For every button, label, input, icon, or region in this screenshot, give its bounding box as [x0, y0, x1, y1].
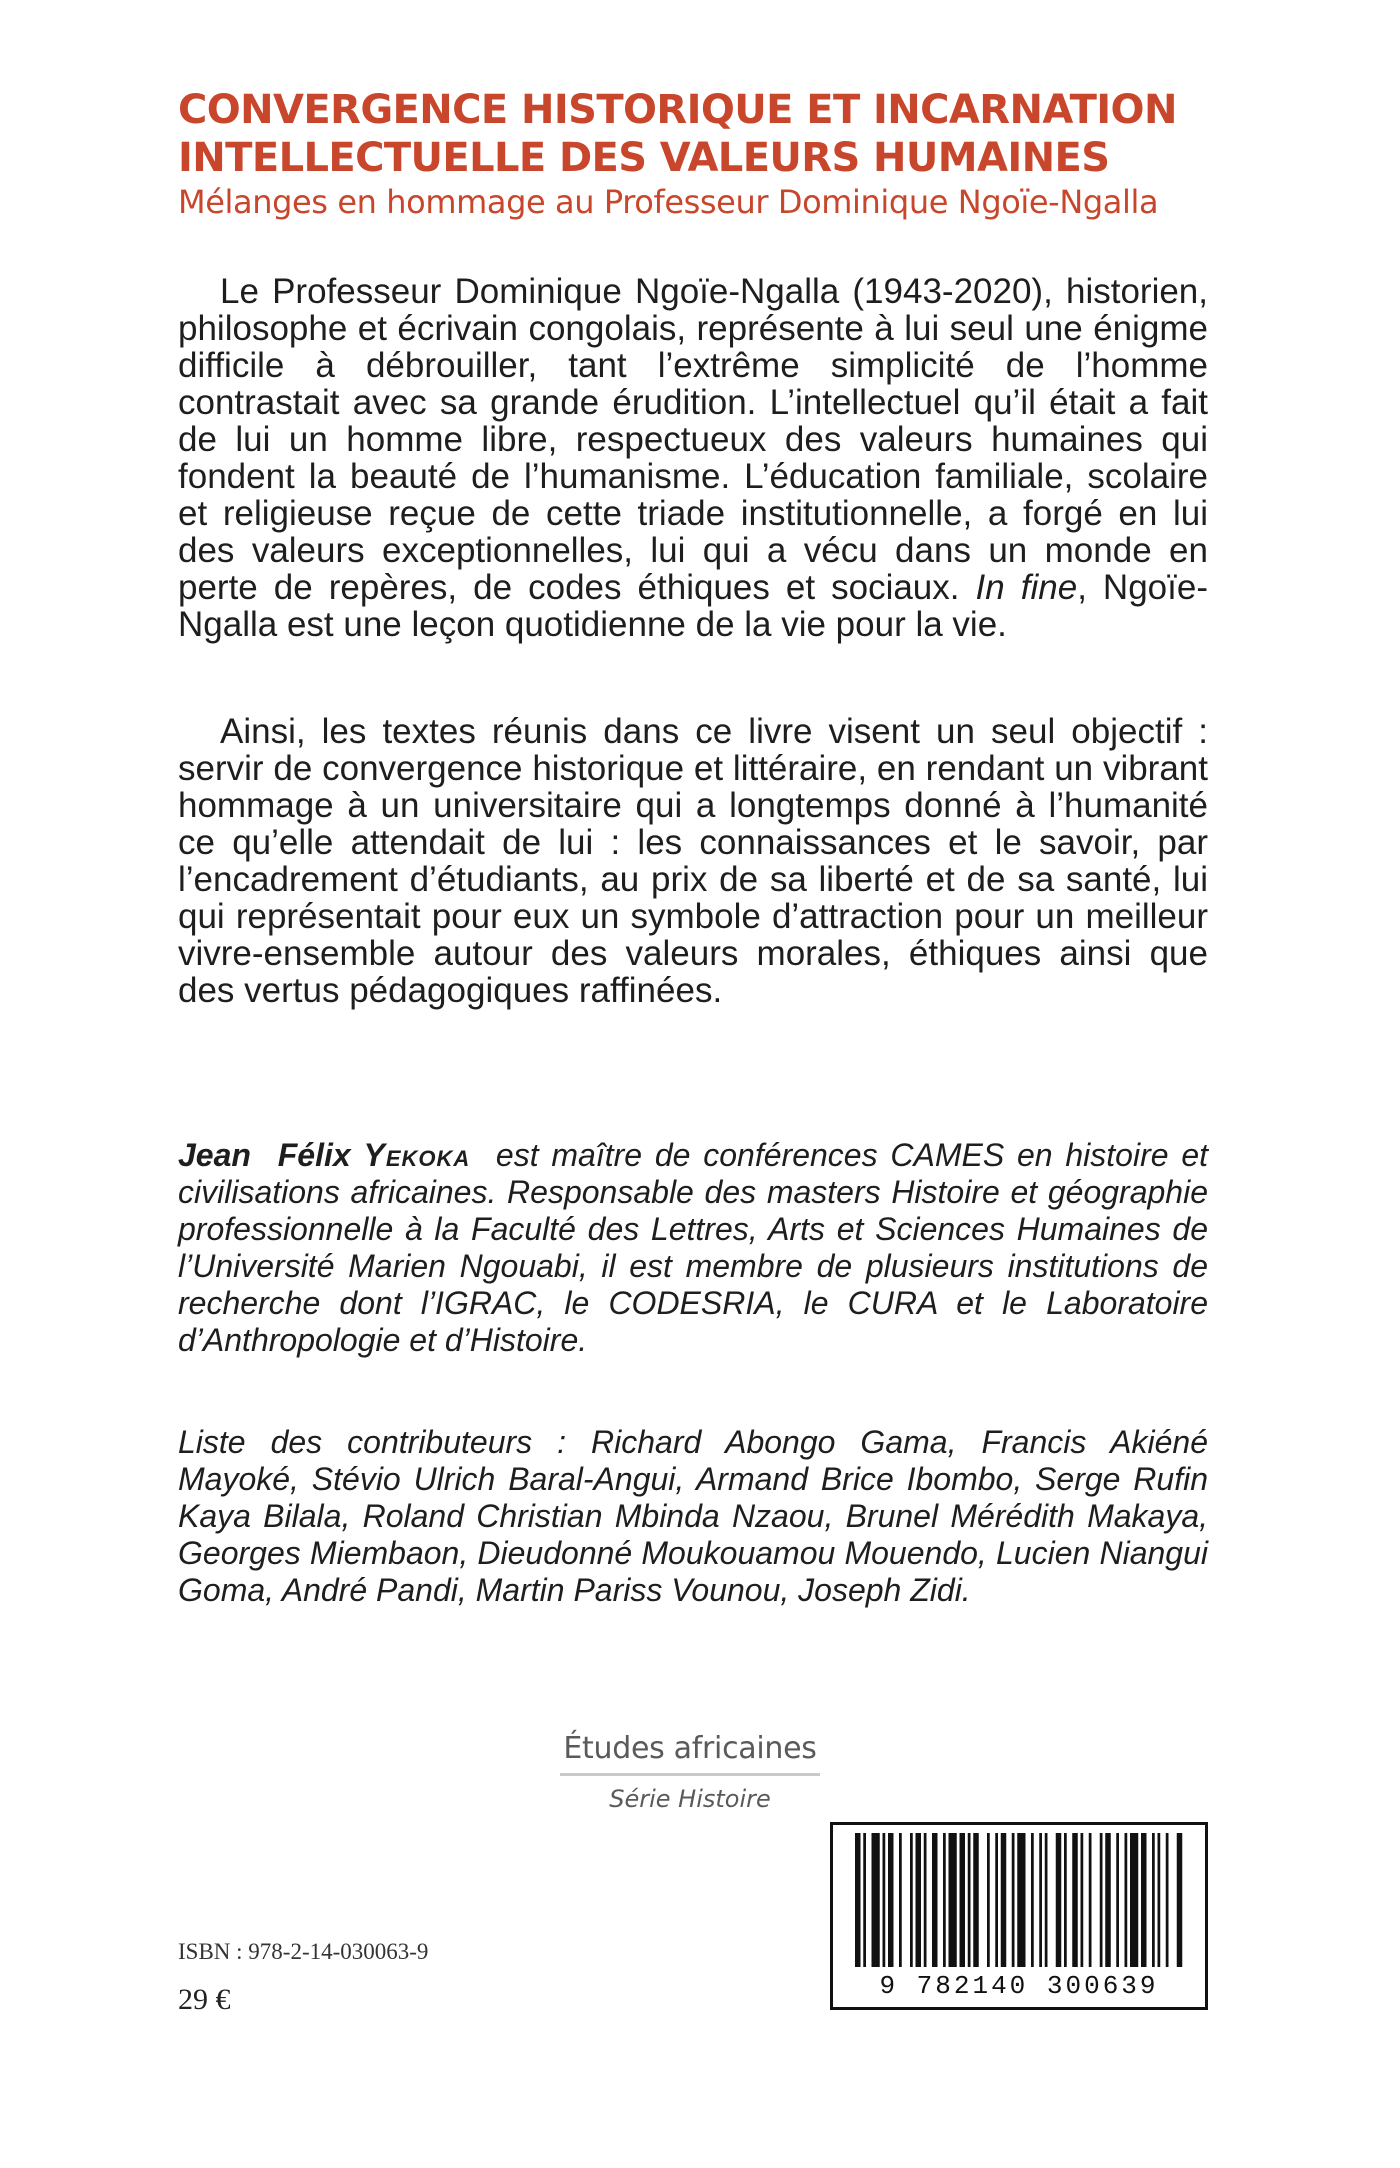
barcode-bar [1001, 1833, 1007, 1967]
barcode-bar [995, 1833, 998, 1967]
barcode-bar [1017, 1833, 1025, 1967]
barcode-bar [1031, 1833, 1034, 1967]
barcode-bar [1045, 1833, 1048, 1967]
barcode-bar [899, 1833, 902, 1967]
barcode-bar [1081, 1833, 1084, 1967]
barcode-bar [872, 1833, 880, 1967]
barcode-bar [1125, 1833, 1128, 1967]
barcode-bar [1158, 1833, 1161, 1967]
summary-paragraph-1-latin: In fine [975, 568, 1078, 607]
author-surname: Yekoka [363, 1137, 471, 1173]
barcode-bar [1039, 1833, 1042, 1967]
author-bio [178, 1137, 1208, 1359]
summary-paragraph-2: Ainsi, les textes réunis dans ce livre visent un seul objectif : servir de convergence historique et littéraire, en rendant un vibrant hommage à un universitaire qui a longtemps donné à l’humanité ce qu’elle attendait de lui : les connaissances et le savoir, par l’encadrement d’étudiants, au prix de sa liberté et de sa santé, lui qui représentait pour eux un symbole d’attraction pour un meilleur vivre-ensemble autour des valeurs morales, éthiques ainsi que des vertus pédagogiques raffinées. [178, 712, 1208, 1010]
barcode-bar [1130, 1833, 1138, 1967]
barcode-bar [883, 1833, 886, 1967]
barcode-bar [1056, 1833, 1062, 1967]
barcode-bar [863, 1833, 866, 1967]
barcode-bar [1064, 1833, 1067, 1967]
contributors-list: Liste des contributeurs : Richard Abongo Gama, Francis Akiéné Mayoké, Stévio Ulrich Baral-Angui, Armand Brice Ibombo, Serge Rufin Kaya Bilala, Roland Christian Mbinda Nzaou, Brunel Mérédith Makaya, Georges Miembaon, Dieudonné Moukouamou Mouendo, Lucien Niangui Goma, André Pandi, Martin Pariss Vounou, Joseph Zidi. [178, 1424, 1208, 1608]
collection-logo [560, 1731, 820, 1814]
barcode-bar [855, 1833, 861, 1967]
book-title-line-1: CONVERGENCE HISTORIQUE ET INCARNATION [178, 87, 1177, 133]
barcode-bar [1152, 1833, 1155, 1967]
book-title [178, 86, 1278, 182]
barcode-bar [910, 1833, 913, 1967]
barcode-bar [987, 1833, 990, 1967]
summary-paragraph-1 [178, 273, 1208, 643]
barcode-bar [1177, 1833, 1183, 1967]
barcode-bar [1072, 1833, 1078, 1967]
author-first-names: Jean Félix [178, 1137, 351, 1173]
barcode-bar [960, 1833, 966, 1967]
barcode-bars [855, 1833, 1185, 1967]
barcode-bar [968, 1833, 971, 1967]
barcode-bar [924, 1833, 927, 1967]
barcode-bar [973, 1833, 979, 1967]
barcode-bar [1166, 1833, 1169, 1967]
summary-paragraph-1-end: , Ngoïe-Ngalla est une leçon quotidienne de la vie pour la vie. [178, 568, 1208, 644]
collection-series: Série Histoire [609, 1785, 771, 1813]
barcode-digits: 9 782140 300639 [879, 1971, 1159, 2001]
barcode-bar [1116, 1833, 1119, 1967]
author-bio-text: est maître de conférences CAMES en histoire et civilisations africaines. Responsable des masters Histoire et géographie professionnelle à la Faculté des Lettres, Arts et Sciences Humaines de l’Université Marien Ngouabi, il est membre de plusieurs institutions de recherche dont l’IGRAC, le CODESRIA, le CURA et le Laboratoire d’Anthropologie et d’Histoire. [178, 1137, 1209, 1358]
barcode-bar [949, 1833, 957, 1967]
summary-paragraph-1-text: Le Professeur Dominique Ngoïe-Ngalla (1943-2020), historien, philosophe et écrivain congolais, représente à lui seul une énigme difficile à débrouiller, tant l’extrême simplicité de l’homme contrastait avec sa grande érudition. L’intellectuel qu’il était a fait de lui un homme libre, respectueux des valeurs humaines qui fondent la beauté de l’humanisme. L’éducation familiale, scolaire et religieuse reçue de cette triade institutionnelle, a forgé en lui des valeurs exceptionnelles, lui qui a vécu dans un monde en perte de repères, de codes éthiques et sociaux. [178, 272, 1208, 607]
barcode-bar [1141, 1833, 1147, 1967]
book-title-line-2: INTELLECTUELLE DES VALEURS HUMAINES [178, 135, 1110, 181]
collection-name: Études africaines [560, 1731, 820, 1776]
barcode-bar [1105, 1833, 1111, 1967]
barcode-bar [1089, 1833, 1092, 1967]
book-subtitle: Mélanges en hommage au Professeur Dominique Ngoïe-Ngalla [178, 183, 1159, 221]
barcode-bar [1100, 1833, 1103, 1967]
barcode [830, 1822, 1208, 2010]
barcode-bar [1012, 1833, 1015, 1967]
isbn: ISBN : 978-2-14-030063-9 [178, 1939, 429, 1964]
barcode-bar [888, 1833, 894, 1967]
barcode-bar [943, 1833, 946, 1967]
price: 29 € [178, 1983, 231, 2016]
barcode-bar [916, 1833, 922, 1967]
barcode-bar [932, 1833, 938, 1967]
